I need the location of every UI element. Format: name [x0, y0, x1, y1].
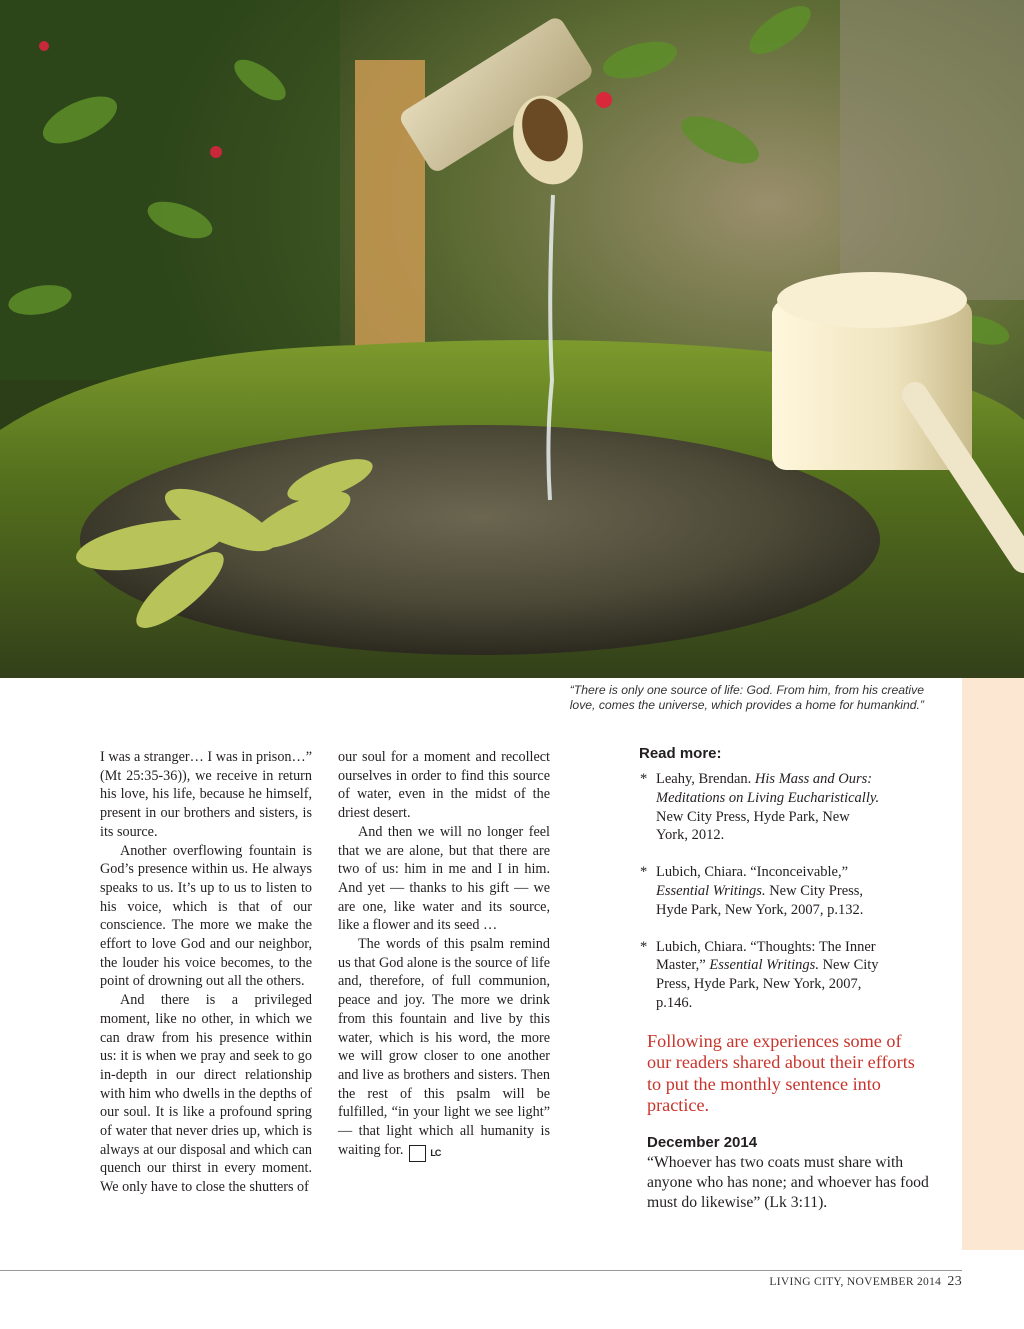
ref-text: Lubich, Chiara. “Thoughts: The Inner Master,” — [656, 938, 876, 974]
body-column-2 — [338, 748, 550, 1162]
bullet-star: * — [640, 771, 648, 787]
ref-publisher: New City Press, Hyde Park, New York, 2007, p.132. — [656, 882, 864, 918]
caption-line-1: “There is only one source of life: God. From him, from his creative — [569, 683, 924, 697]
experiences-intro: Following are experiences some of our readers shared about their efforts to put the monthly sentence into practice. — [647, 1030, 915, 1115]
photo-caption — [494, 683, 924, 713]
paragraph: And then we will no longer feel that we are alone, but that there are two of us: him in me and I in him. And yet — thanks to his gift — we are one, like water and its source, like a flower and its seed … — [338, 823, 550, 934]
paragraph-text: The words of this psalm remind us that God alone is the source of life and, therefore, of full communion, peace and joy. The more we drink from this fountain and live by this water, which is his word, the more we will grow closer to one another and live as brothers and sisters. Then the rest of this psalm will be fulfilled, “in your light we see light” — that light which all humanity is waiting for. — [338, 936, 550, 1158]
reference-item — [639, 863, 881, 919]
paragraph: Another overflowing fountain is God’s presence within us. He always speaks to us. It’s up to us to listen to his voice, which is that of our conscience. The more we make the effort to love God and our neighbor, the louder his voice becomes, to the point of drowning out all the others. — [100, 842, 312, 990]
reference-item — [639, 770, 881, 845]
page-footer — [769, 1274, 962, 1290]
sidebar-tint — [962, 678, 1024, 1250]
ref-publisher: New City Press, Hyde Park, New York, 2012. — [656, 808, 850, 844]
reference-list — [639, 770, 939, 1013]
ref-title: Essential Writings. — [709, 957, 819, 974]
sidebar-column — [639, 745, 939, 1213]
paragraph: I was a stranger… I was in prison…” (Mt 25:35-36)), we receive in return his love, his life, because he himself, present in our brothers and sisters, is its source. — [100, 749, 312, 840]
ref-text: Leahy, Brendan. — [656, 771, 755, 787]
caption-line-2: love, comes the universe, which provides a home for humankind.” — [569, 698, 924, 712]
bullet-star: * — [640, 864, 648, 881]
read-more-heading: Read more: — [639, 745, 722, 762]
ref-title: His Mass and Ours: Meditations on Living Eucharistically. — [656, 771, 880, 806]
end-mark-logo: LC — [409, 1145, 426, 1162]
paragraph — [338, 935, 550, 1162]
publication-name: LIVING CITY, NOVEMBER 2014 — [769, 1276, 942, 1288]
page-number: 23 — [947, 1274, 962, 1289]
reference-item — [639, 938, 881, 1013]
paragraph: our soul for a moment and recollect ourselves in order to find this source of water, even in the midst of the driest desert. — [338, 749, 550, 822]
paragraph: And there is a privileged moment, like no other, in which we can draw from his presence within us: it is when we pray and seek to go in-depth in our direct relationship with him who dwells in the depths of our soul. It is like a profound spring of water that never dries up, which is always at our disposal and which can quench our thirst in every moment. We only have to close the shutters of — [100, 992, 312, 1196]
ref-text: Lubich, Chiara. “Inconceivable,” — [656, 864, 849, 881]
bullet-star: * — [640, 938, 648, 955]
body-column-1 — [100, 748, 312, 1197]
ref-title: Essential Writings. — [656, 882, 766, 899]
footer-rule — [0, 1270, 962, 1271]
december-heading: December 2014 — [647, 1134, 758, 1152]
ref-publisher: New City Press, Hyde Park, New York, 2007, p.146. — [656, 957, 879, 1011]
december-quote: “Whoever has two coats must share with anyone who has none; and whoever has food must do likewise” (Lk 3:11). — [647, 1154, 929, 1212]
